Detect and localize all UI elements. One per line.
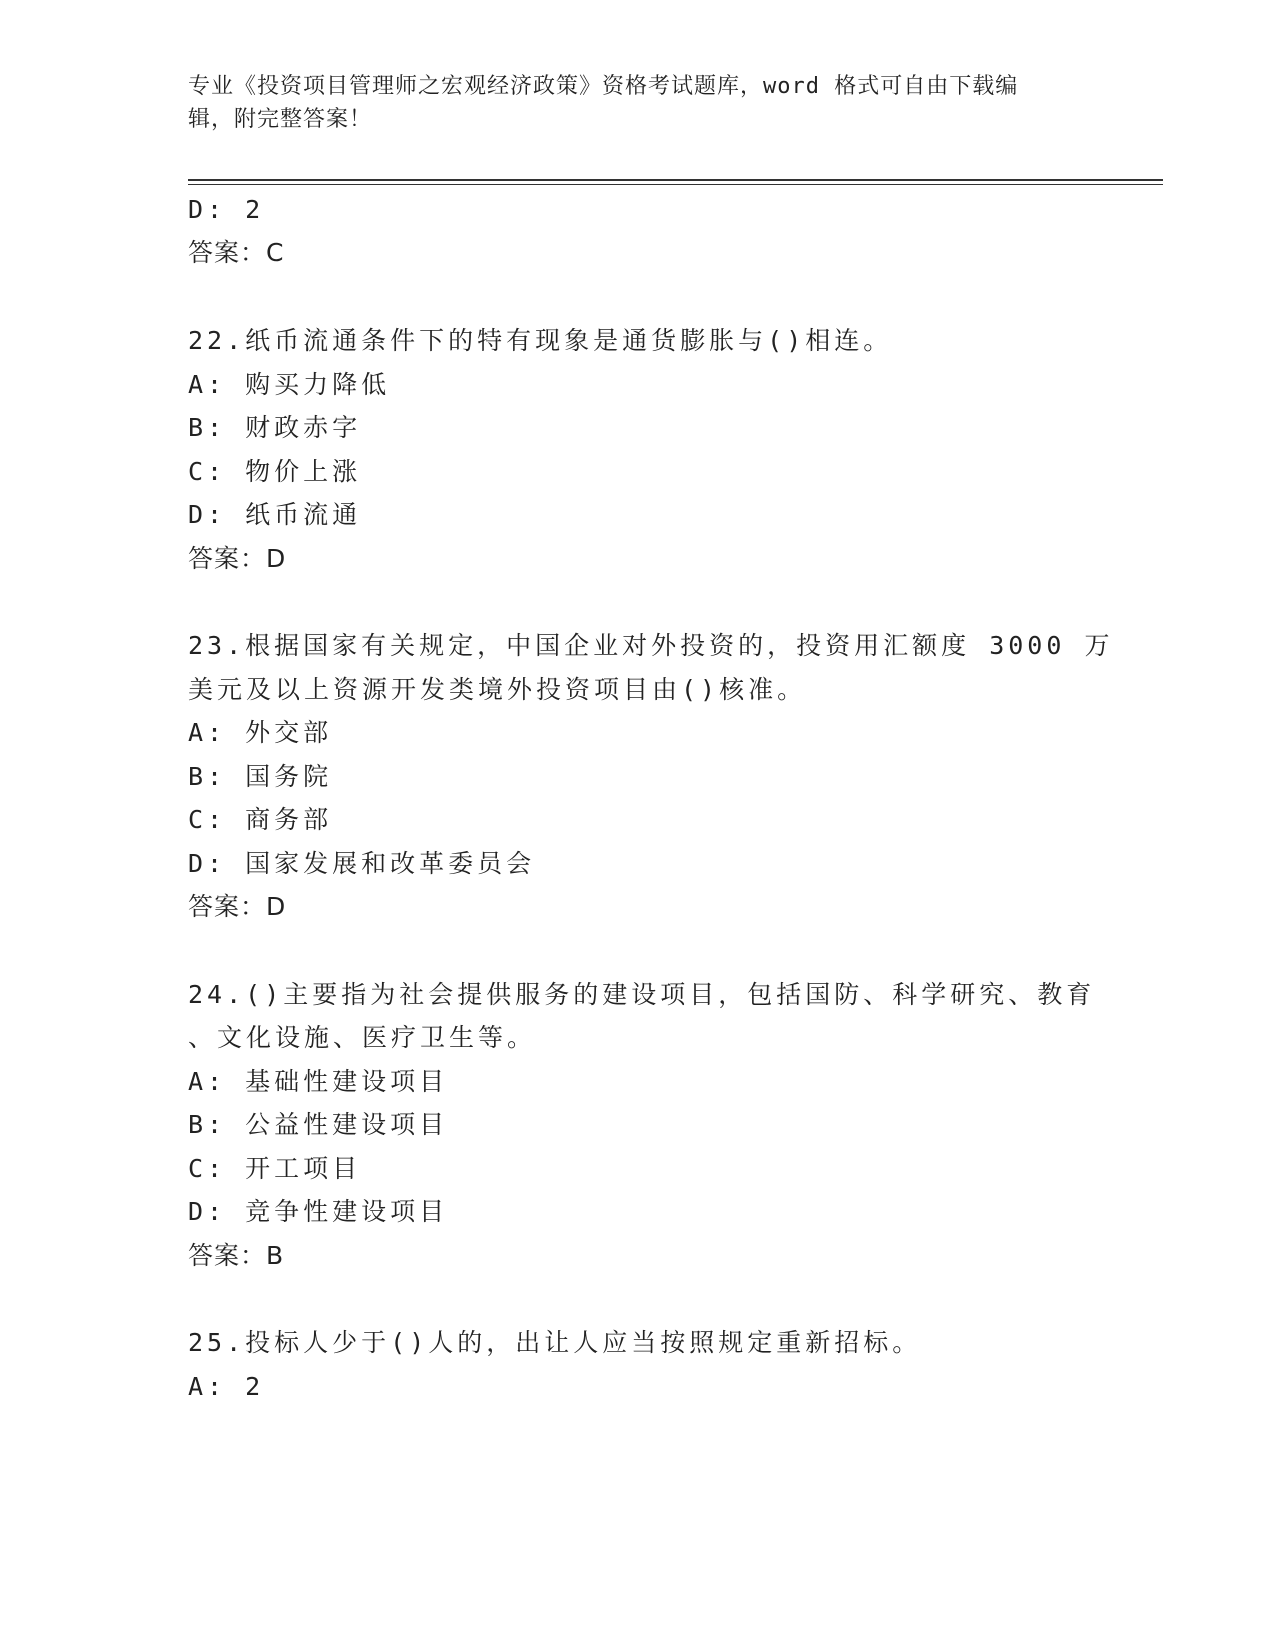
header-divider-thin bbox=[188, 184, 1163, 185]
header-line-2: 辑，附完整答案！ bbox=[188, 107, 373, 132]
question-stem-line-2: 、文化设施、医疗卫生等。 bbox=[188, 1023, 537, 1052]
answer-line: 答案：B bbox=[188, 1241, 285, 1270]
option-b: B: 国务院 bbox=[188, 762, 333, 791]
option-d: D: 纸币流通 bbox=[188, 500, 362, 529]
option-a: A: 2 bbox=[188, 1372, 265, 1401]
header-divider-thick bbox=[188, 179, 1163, 181]
option-c: C: 开工项目 bbox=[188, 1154, 362, 1183]
option-d: D: 2 bbox=[188, 195, 265, 224]
question-stem: 25.投标人少于()人的，出让人应当按照规定重新招标。 bbox=[188, 1328, 922, 1357]
option-a: A: 购买力降低 bbox=[188, 370, 391, 399]
option-b: B: 公益性建设项目 bbox=[188, 1110, 449, 1139]
option-a: A: 基础性建设项目 bbox=[188, 1067, 449, 1096]
answer-line: 答案：D bbox=[188, 544, 287, 573]
option-c: C: 物价上涨 bbox=[188, 457, 362, 486]
answer-line: 答案：D bbox=[188, 892, 287, 921]
answer-line: 答案：C bbox=[188, 238, 285, 267]
question-stem-line-2: 美元及以上资源开发类境外投资项目由()核准。 bbox=[188, 675, 807, 704]
question-stem-line-1: 23.根据国家有关规定，中国企业对外投资的，投资用汇额度 3000 万 bbox=[188, 631, 1114, 660]
option-d: D: 竞争性建设项目 bbox=[188, 1197, 449, 1226]
question-stem: 22.纸币流通条件下的特有现象是通货膨胀与()相连。 bbox=[188, 326, 893, 355]
header-text bbox=[188, 70, 1088, 136]
header-line-1: 专业《投资项目管理师之宏观经济政策》资格考试题库，word 格式可自由下载编 bbox=[188, 74, 1019, 99]
option-b: B: 财政赤字 bbox=[188, 413, 362, 442]
option-d: D: 国家发展和改革委员会 bbox=[188, 849, 536, 878]
option-c: C: 商务部 bbox=[188, 805, 333, 834]
option-a: A: 外交部 bbox=[188, 718, 333, 747]
question-stem-line-1: 24.()主要指为社会提供服务的建设项目，包括国防、科学研究、教育 bbox=[188, 980, 1096, 1009]
